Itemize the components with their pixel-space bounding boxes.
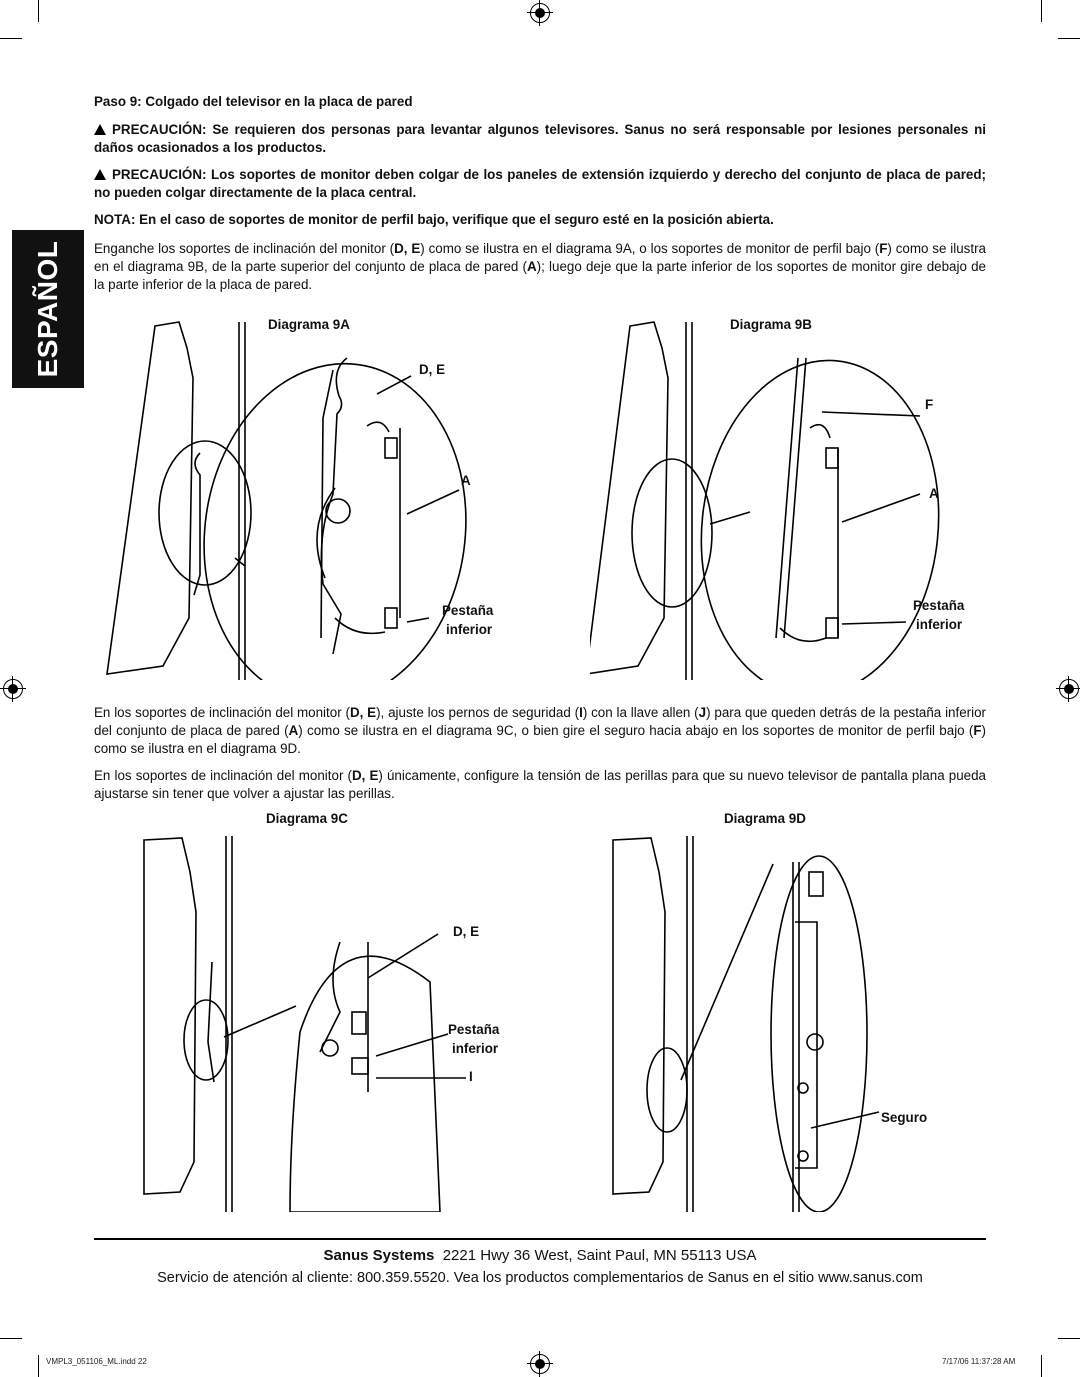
crop-mark xyxy=(0,1338,22,1339)
text-run: ) para que queden detrás de la pestaña inferior del conjunto de placa de pared ( xyxy=(94,705,986,738)
registration-mark-icon xyxy=(3,679,23,699)
text-run: ) únicamente, configure la tensión de las perillas para que su nuevo televisor de pantalla plana pueda ajustarse sin tener que volver a ajustar las perillas. xyxy=(94,768,986,801)
caution-2 xyxy=(94,166,986,202)
text-run-bold: F xyxy=(879,241,888,256)
diagram-9c-label-i: I xyxy=(469,1069,473,1084)
diagram-9c-illustration xyxy=(140,832,500,1212)
text-run-bold: D, E xyxy=(351,768,379,783)
diagram-9a-label-de: D, E xyxy=(419,362,446,377)
diagram-9d-illustration xyxy=(605,832,935,1212)
caution-2-text: PRECAUCIÓN: Los soportes de monitor deben colgar de los paneles de extensión izquierdo y derecho del conjunto de placa de pared; no pueden colgar directamente de la placa central. xyxy=(94,167,986,200)
diagram-9c-label-tab-2: inferior xyxy=(452,1041,499,1056)
diagram-9c-label-tab-1: Pestaña xyxy=(448,1022,500,1037)
diagram-9c-label-de: D, E xyxy=(453,924,480,939)
text-run-bold: J xyxy=(698,705,707,720)
company-address: 2221 Hwy 36 West, Saint Paul, MN 55113 USA xyxy=(442,1247,757,1264)
diagram-9b-label-tab-2: inferior xyxy=(916,617,963,632)
paragraph-3 xyxy=(94,767,986,803)
paragraph-2 xyxy=(94,704,986,758)
crop-mark xyxy=(0,38,22,39)
diagram-9b-label-tab-1: Pestaña xyxy=(913,598,965,613)
diagram-9b-title: Diagrama 9B xyxy=(730,317,812,332)
text-run: ) como se ilustra en el diagrama 9A, o los soportes de monitor de perfil bajo ( xyxy=(420,241,880,256)
text-run: ) como se ilustra en el diagrama 9D. xyxy=(94,723,987,756)
text-run: ) como se ilustra en el diagrama 9C, o bien gire el seguro hacia abajo en los soportes de monitor de perfil bajo ( xyxy=(298,723,974,738)
crop-mark xyxy=(1058,38,1080,39)
footer-address xyxy=(94,1247,986,1264)
registration-mark-icon xyxy=(530,1354,550,1374)
text-run: ), ajuste los pernos de seguridad ( xyxy=(376,705,580,720)
diagram-9a-title: Diagrama 9A xyxy=(268,317,350,332)
company-name: Sanus Systems xyxy=(323,1247,435,1264)
text-run: Enganche los soportes de inclinación del monitor ( xyxy=(94,241,395,256)
text-run-bold: A xyxy=(288,723,299,738)
note: NOTA: En el caso de soportes de monitor de perfil bajo, verifique que el seguro esté en la posición abierta. xyxy=(94,212,774,227)
paragraph-1 xyxy=(94,240,986,294)
caution-1-text: PRECAUCIÓN: Se requieren dos personas para levantar algunos televisores. Sanus no será responsable por lesiones personales ni daños ocasionados a los productos. xyxy=(94,122,986,155)
step-title: Paso 9: Colgado del televisor en la placa de pared xyxy=(94,94,413,109)
text-run-bold: D, E xyxy=(349,705,377,720)
language-tab-label: ESPAÑOL xyxy=(32,240,63,378)
crop-mark xyxy=(38,0,39,22)
diagram-9a-label-tab-1: Pestaña xyxy=(442,603,494,618)
customer-service: Servicio de atención al cliente: 800.359.5520. Vea los productos complementarios de Sanus en el sitio www.sanus.com xyxy=(157,1270,923,1286)
slug-filename: VMPL3_051106_ML.indd 22 xyxy=(46,1357,147,1366)
text-run: ) con la llave allen ( xyxy=(582,705,699,720)
warning-triangle-icon xyxy=(94,124,106,135)
text-run-bold: F xyxy=(973,723,982,738)
diagram-9c-title: Diagrama 9C xyxy=(266,811,348,826)
diagram-9a-label-a: A xyxy=(461,473,471,488)
text-run: ) como se ilustra en el diagrama 9B, de la parte superior del conjunto de placa de pared ( xyxy=(94,241,986,274)
crop-mark xyxy=(38,1355,39,1377)
slug-date: 7/17/06 11:37:28 AM xyxy=(942,1357,1016,1366)
warning-triangle-icon xyxy=(94,169,106,180)
crop-mark xyxy=(1041,1355,1042,1377)
registration-mark-icon xyxy=(530,3,550,23)
text-run: ); luego deje que la parte inferior de los soportes de monitor gire debajo de la parte inferior de la placa de pared. xyxy=(94,259,986,292)
registration-mark-icon xyxy=(1059,679,1079,699)
diagram-9b-illustration xyxy=(590,318,940,680)
language-tab xyxy=(12,230,84,388)
caution-1 xyxy=(94,121,986,157)
diagram-9b-label-f: F xyxy=(925,397,934,412)
text-run: En los soportes de inclinación del monitor ( xyxy=(94,705,350,720)
diagram-9d-label-seguro: Seguro xyxy=(881,1110,928,1125)
diagram-9b-label-a: A xyxy=(929,486,939,501)
footer-divider xyxy=(94,1238,986,1240)
text-run: En los soportes de inclinación del monitor ( xyxy=(94,768,352,783)
diagram-9a-label-tab-2: inferior xyxy=(446,622,493,637)
diagram-9d-title: Diagrama 9D xyxy=(724,811,806,826)
text-run-bold: D, E xyxy=(394,241,421,256)
crop-mark xyxy=(1041,0,1042,22)
crop-mark xyxy=(1058,1338,1080,1339)
text-run-bold: A xyxy=(526,259,537,274)
text-run-bold: I xyxy=(579,705,583,720)
